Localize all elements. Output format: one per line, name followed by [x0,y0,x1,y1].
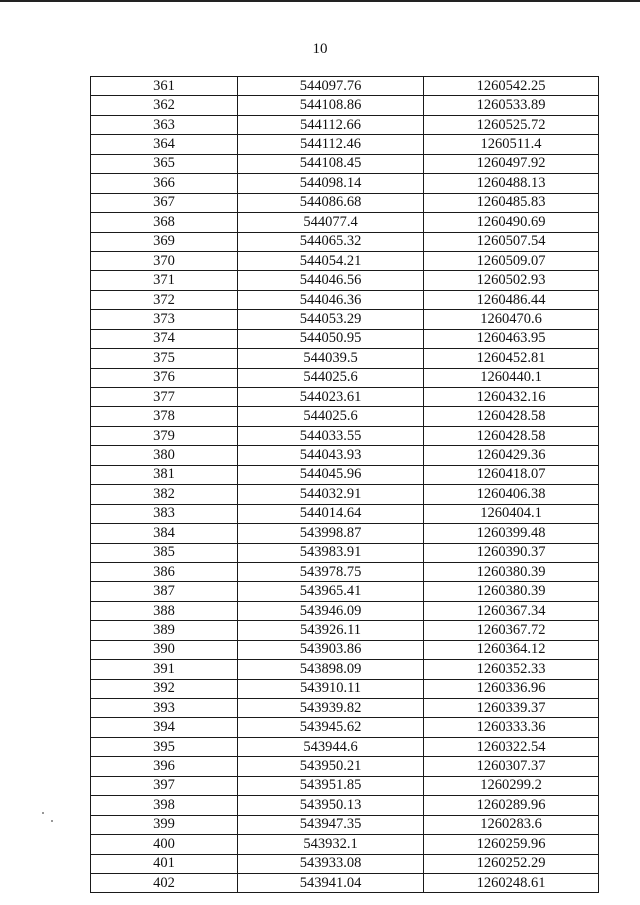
point-number-cell: 362 [91,96,238,115]
table-row [91,504,599,523]
table-row [91,873,599,892]
y-coordinate-cell: 1260488.13 [424,174,599,193]
y-coordinate-cell: 1260490.69 [424,213,599,232]
table-row [91,310,599,329]
table-row [91,193,599,212]
x-coordinate-cell: 544025.6 [238,368,424,387]
x-coordinate-cell: 543898.09 [238,660,424,679]
x-coordinate-cell: 543933.08 [238,854,424,873]
x-coordinate-cell: 544032.91 [238,485,424,504]
table-row [91,232,599,251]
y-coordinate-cell: 1260399.48 [424,524,599,543]
point-number-cell: 393 [91,699,238,718]
table-row [91,796,599,815]
x-coordinate-cell: 544014.64 [238,504,424,523]
point-number-cell: 363 [91,115,238,134]
x-coordinate-cell: 544112.46 [238,135,424,154]
point-number-cell: 365 [91,154,238,173]
point-number-cell: 369 [91,232,238,251]
y-coordinate-cell: 1260418.07 [424,465,599,484]
point-number-cell: 395 [91,737,238,756]
y-coordinate-cell: 1260486.44 [424,290,599,309]
x-coordinate-cell: 544053.29 [238,310,424,329]
point-number-cell: 376 [91,368,238,387]
y-coordinate-cell: 1260502.93 [424,271,599,290]
point-number-cell: 386 [91,562,238,581]
y-coordinate-cell: 1260485.83 [424,193,599,212]
x-coordinate-cell: 544054.21 [238,251,424,270]
table-row [91,582,599,601]
table-row [91,679,599,698]
table-row [91,485,599,504]
x-coordinate-cell: 543946.09 [238,601,424,620]
table-row [91,543,599,562]
table-row [91,329,599,348]
y-coordinate-cell: 1260428.58 [424,407,599,426]
y-coordinate-cell: 1260352.33 [424,660,599,679]
x-coordinate-cell: 544043.93 [238,446,424,465]
table-row [91,407,599,426]
y-coordinate-cell: 1260333.36 [424,718,599,737]
y-coordinate-cell: 1260367.72 [424,621,599,640]
y-coordinate-cell: 1260452.81 [424,349,599,368]
table-row [91,854,599,873]
x-coordinate-cell: 543998.87 [238,524,424,543]
y-coordinate-cell: 1260463.95 [424,329,599,348]
y-coordinate-cell: 1260507.54 [424,232,599,251]
x-coordinate-cell: 543950.21 [238,757,424,776]
point-number-cell: 361 [91,77,238,96]
point-number-cell: 382 [91,485,238,504]
y-coordinate-cell: 1260380.39 [424,562,599,581]
y-coordinate-cell: 1260367.34 [424,601,599,620]
x-coordinate-cell: 544045.96 [238,465,424,484]
y-coordinate-cell: 1260509.07 [424,251,599,270]
y-coordinate-cell: 1260336.96 [424,679,599,698]
x-coordinate-cell: 544112.66 [238,115,424,134]
x-coordinate-cell: 544097.76 [238,77,424,96]
y-coordinate-cell: 1260511.4 [424,135,599,154]
table-row [91,776,599,795]
y-coordinate-cell: 1260525.72 [424,115,599,134]
x-coordinate-cell: 543910.11 [238,679,424,698]
y-coordinate-cell: 1260307.37 [424,757,599,776]
x-coordinate-cell: 544050.95 [238,329,424,348]
point-number-cell: 385 [91,543,238,562]
point-number-cell: 375 [91,349,238,368]
point-number-cell: 366 [91,174,238,193]
x-coordinate-cell: 544023.61 [238,388,424,407]
table-row [91,426,599,445]
point-number-cell: 392 [91,679,238,698]
table-row [91,368,599,387]
point-number-cell: 398 [91,796,238,815]
y-coordinate-cell: 1260533.89 [424,96,599,115]
table-row [91,174,599,193]
point-number-cell: 397 [91,776,238,795]
y-coordinate-cell: 1260283.6 [424,815,599,834]
x-coordinate-cell: 544039.5 [238,349,424,368]
point-number-cell: 384 [91,524,238,543]
x-coordinate-cell: 544033.55 [238,426,424,445]
point-number-cell: 396 [91,757,238,776]
point-number-cell: 391 [91,660,238,679]
table-row [91,271,599,290]
point-number-cell: 388 [91,601,238,620]
point-number-cell: 399 [91,815,238,834]
x-coordinate-cell: 543965.41 [238,582,424,601]
table-row [91,446,599,465]
x-coordinate-cell: 543944.6 [238,737,424,756]
x-coordinate-cell: 544065.32 [238,232,424,251]
point-number-cell: 381 [91,465,238,484]
point-number-cell: 390 [91,640,238,659]
table-row [91,718,599,737]
table-row [91,640,599,659]
point-number-cell: 402 [91,873,238,892]
point-number-cell: 372 [91,290,238,309]
page-top-edge [0,0,640,2]
point-number-cell: 373 [91,310,238,329]
scan-speck [42,812,44,814]
point-number-cell: 387 [91,582,238,601]
y-coordinate-cell: 1260339.37 [424,699,599,718]
x-coordinate-cell: 543932.1 [238,835,424,854]
x-coordinate-cell: 543950.13 [238,796,424,815]
point-number-cell: 380 [91,446,238,465]
x-coordinate-cell: 543945.62 [238,718,424,737]
table-row [91,601,599,620]
point-number-cell: 378 [91,407,238,426]
point-number-cell: 374 [91,329,238,348]
point-number-cell: 389 [91,621,238,640]
x-coordinate-cell: 544046.56 [238,271,424,290]
scan-speck [51,820,53,822]
y-coordinate-cell: 1260390.37 [424,543,599,562]
table-row [91,465,599,484]
table-row [91,213,599,232]
x-coordinate-cell: 543947.35 [238,815,424,834]
point-number-cell: 367 [91,193,238,212]
point-number-cell: 379 [91,426,238,445]
coordinates-table [90,76,599,893]
y-coordinate-cell: 1260497.92 [424,154,599,173]
y-coordinate-cell: 1260440.1 [424,368,599,387]
table-row [91,757,599,776]
y-coordinate-cell: 1260380.39 [424,582,599,601]
point-number-cell: 371 [91,271,238,290]
x-coordinate-cell: 544098.14 [238,174,424,193]
x-coordinate-cell: 543941.04 [238,873,424,892]
point-number-cell: 383 [91,504,238,523]
table-row [91,290,599,309]
point-number-cell: 377 [91,388,238,407]
y-coordinate-cell: 1260322.54 [424,737,599,756]
point-number-cell: 368 [91,213,238,232]
x-coordinate-cell: 544108.45 [238,154,424,173]
table-row [91,251,599,270]
x-coordinate-cell: 544108.86 [238,96,424,115]
table-row [91,737,599,756]
x-coordinate-cell: 544046.36 [238,290,424,309]
y-coordinate-cell: 1260289.96 [424,796,599,815]
y-coordinate-cell: 1260248.61 [424,873,599,892]
point-number-cell: 370 [91,251,238,270]
x-coordinate-cell: 544077.4 [238,213,424,232]
table-row [91,96,599,115]
y-coordinate-cell: 1260406.38 [424,485,599,504]
table-row [91,135,599,154]
table-row [91,835,599,854]
point-number-cell: 394 [91,718,238,737]
table-row [91,621,599,640]
point-number-cell: 364 [91,135,238,154]
table-row [91,77,599,96]
x-coordinate-cell: 544025.6 [238,407,424,426]
page-number: 10 [312,41,328,57]
table-row [91,524,599,543]
x-coordinate-cell: 543978.75 [238,562,424,581]
table-row [91,660,599,679]
y-coordinate-cell: 1260404.1 [424,504,599,523]
y-coordinate-cell: 1260432.16 [424,388,599,407]
y-coordinate-cell: 1260299.2 [424,776,599,795]
x-coordinate-cell: 544086.68 [238,193,424,212]
table-row [91,815,599,834]
y-coordinate-cell: 1260542.25 [424,77,599,96]
y-coordinate-cell: 1260429.36 [424,446,599,465]
y-coordinate-cell: 1260470.6 [424,310,599,329]
coordinates-table-body [91,77,599,893]
x-coordinate-cell: 543951.85 [238,776,424,795]
point-number-cell: 401 [91,854,238,873]
y-coordinate-cell: 1260428.58 [424,426,599,445]
table-row [91,115,599,134]
y-coordinate-cell: 1260259.96 [424,835,599,854]
table-row [91,349,599,368]
x-coordinate-cell: 543983.91 [238,543,424,562]
y-coordinate-cell: 1260252.29 [424,854,599,873]
table-row [91,562,599,581]
table-row [91,154,599,173]
table-row [91,699,599,718]
x-coordinate-cell: 543903.86 [238,640,424,659]
x-coordinate-cell: 543939.82 [238,699,424,718]
y-coordinate-cell: 1260364.12 [424,640,599,659]
table-row [91,388,599,407]
point-number-cell: 400 [91,835,238,854]
x-coordinate-cell: 543926.11 [238,621,424,640]
